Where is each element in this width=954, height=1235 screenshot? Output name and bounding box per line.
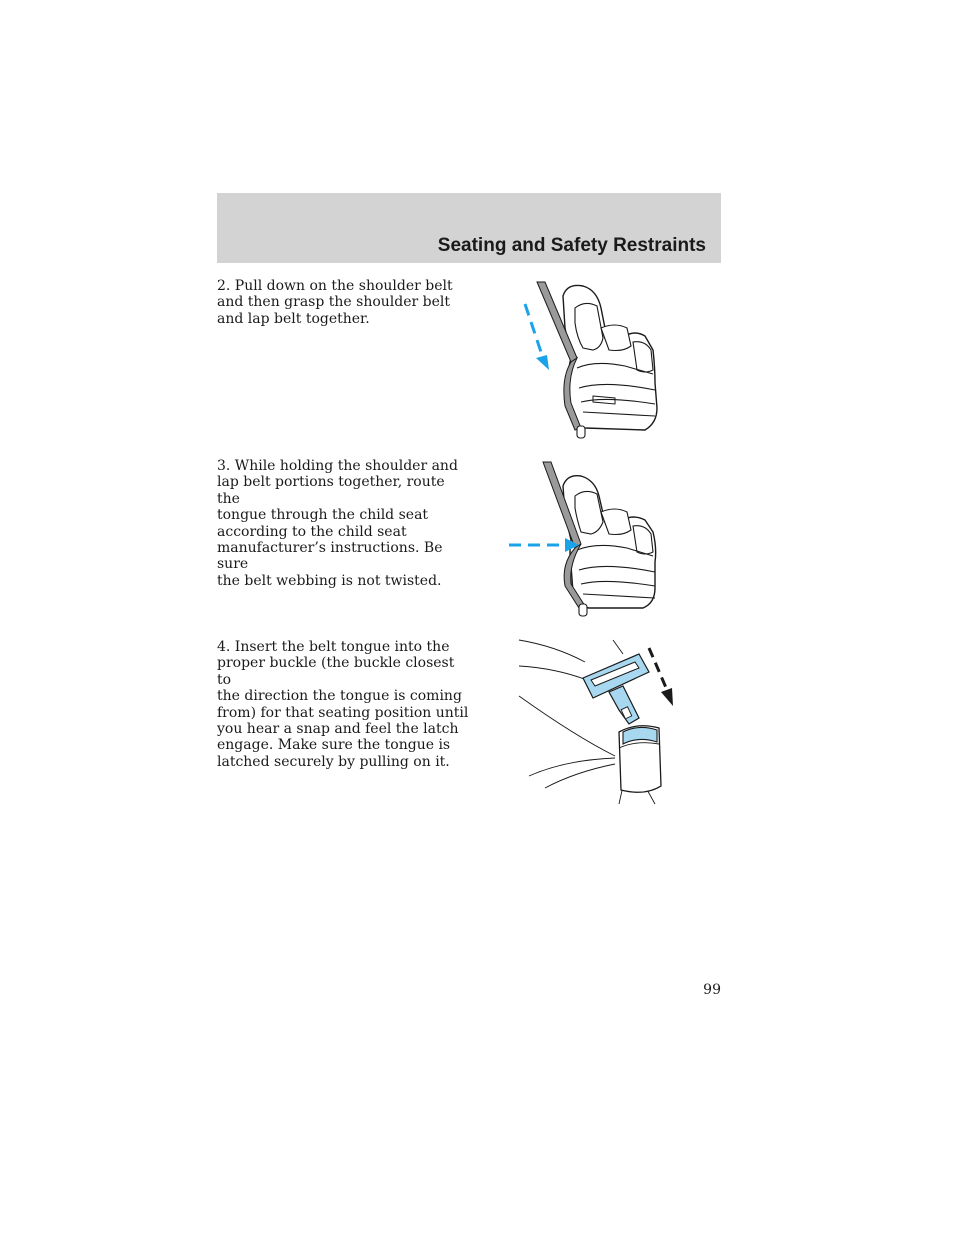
belt-tongue-buckle-illustration [515,636,685,806]
section-title: Seating and Safety Restraints [437,235,706,256]
page-number: 99 [703,982,721,998]
child-seat-route-tongue-illustration [505,458,685,623]
section-header-band [217,193,721,263]
child-seat-pull-belt-illustration [505,278,685,443]
step-2-text: 2. Pull down on the shoulder belt and then grasp the shoulder belt and lap belt together. [217,278,453,327]
step-3-text: 3. While holding the shoulder and lap belt portions together, route the tongue through the child seat according to the child seat manufacturer’s instructions. Be sure the belt webbing is not twisted. [217,458,458,589]
step-4-text: 4. Insert the belt tongue into the proper buckle (the buckle closest to the direction the tongue is coming from) for that seating position until you hear a snap and feel the latch engage. Make sure the tongue is latched securely by pulling on it. [217,639,469,770]
